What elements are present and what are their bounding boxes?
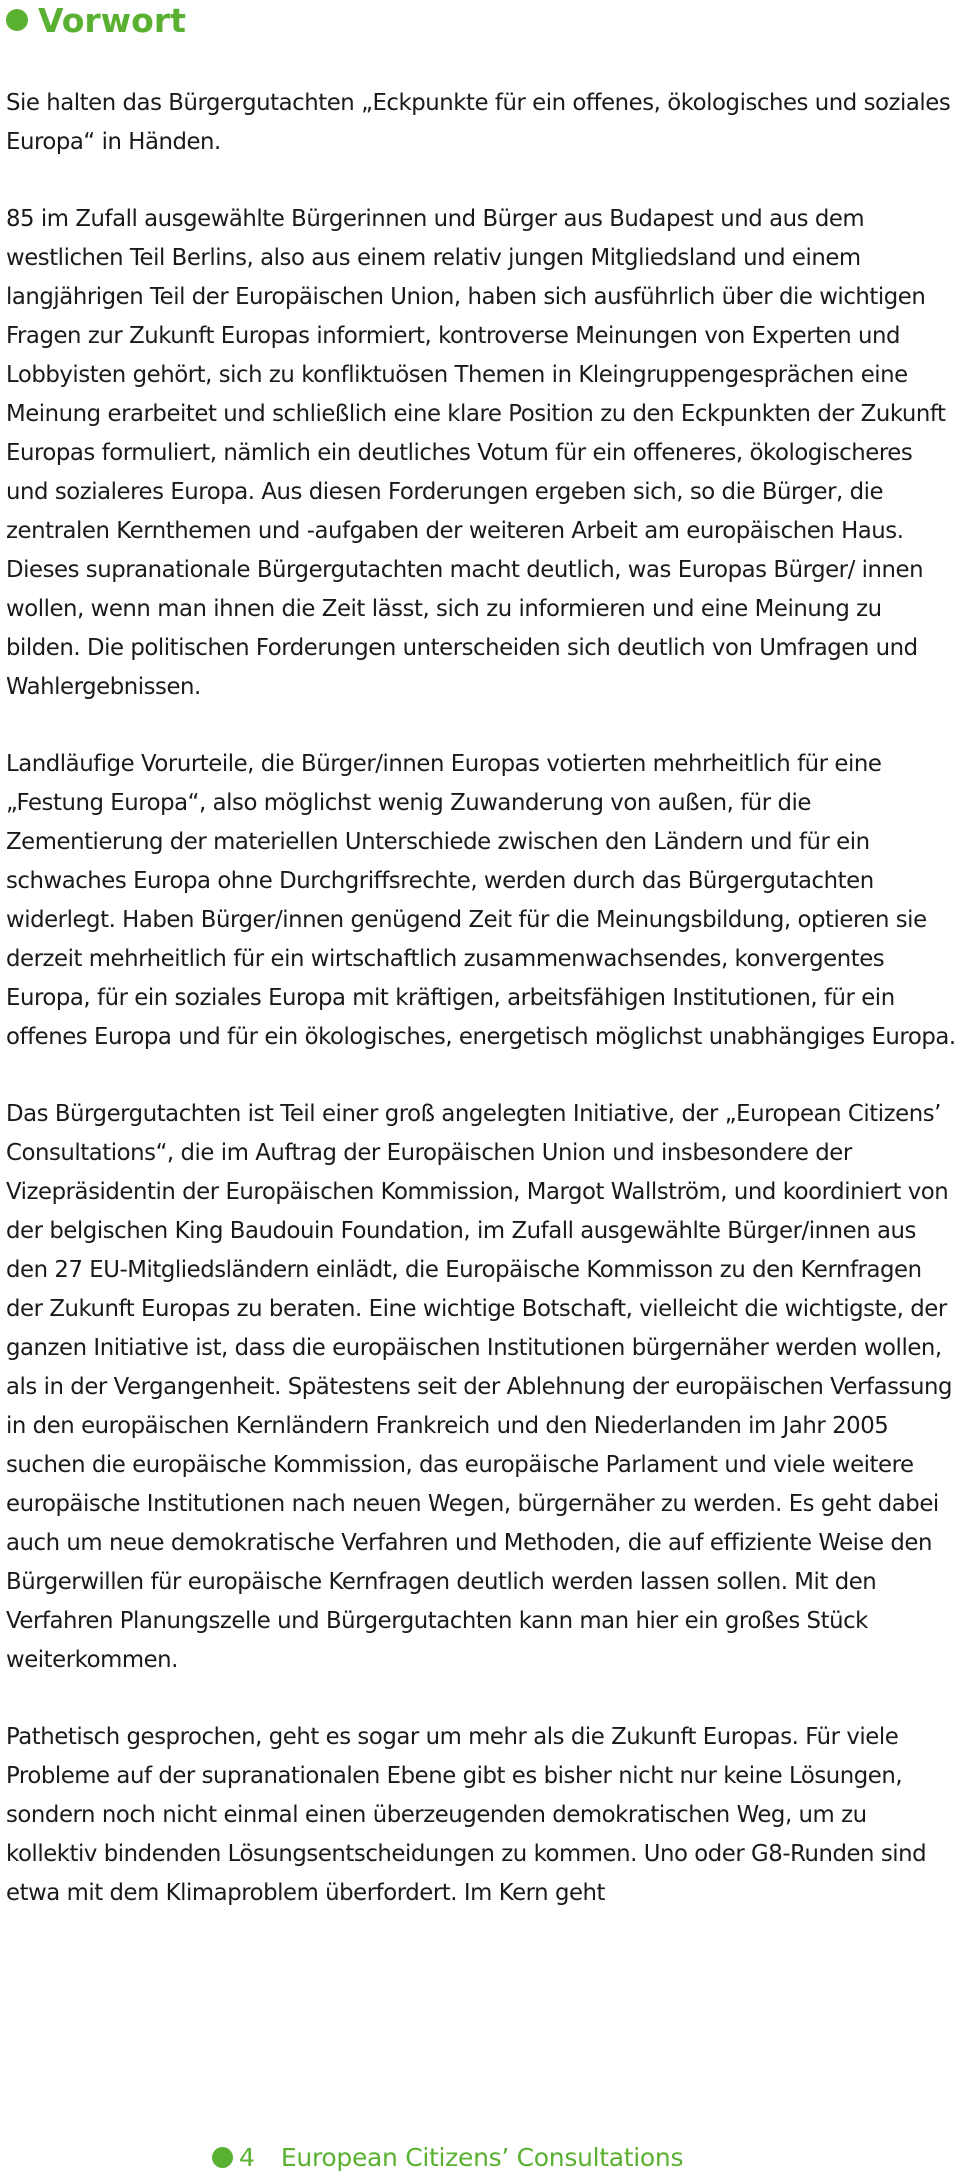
footer-dot-icon	[212, 2147, 233, 2168]
page-title: Vorwort	[38, 0, 186, 40]
paragraph-citizens: 85 im Zufall ausgewählte Bürgerinnen und Bürger aus Budapest und aus dem westlichen Teil Berlins, also aus einem relativ jungen Mitgliedsland und einem langjährigen Teil der Europäischen Union, haben sich ausführlich über die wichtigen Fragen zur Zukunft Europas informiert, kontroverse Meinungen von Experten und Lobbyisten gehört, sich zu konfliktuösen Themen in Kleingruppengesprächen eine Meinung erarbeitet und schließlich eine klare Position zu den Eckpunkten der Zukunft Europas formuliert, nämlich ein deutliches Votum für ein offeneres, ökologischeres und sozialeres Europa. Aus diesen Forderungen ergeben sich, so die Bürger, die zentralen Kernthemen und -aufgaben der weiteren Arbeit am europäischen Haus. Dieses supranationale Bürgergutachten macht deutlich, was Europas Bürger/ innen wollen, wenn man ihnen die Zeit lässt, sich zu informieren und eine Meinung zu bilden. Die politischen Forderungen unterscheiden sich deutlich von Umfragen und Wahlergebnissen.	[6, 206, 946, 700]
paragraph-initiative: Das Bürgergutachten ist Teil einer groß angelegten Initiative, der „European Citizens’ Consultations“, die im Auftrag der Europäischen Union und insbesondere der Vizepräsidentin der Europäischen Kommission, Margot Wallström, und koordiniert von der belgischen King Baudouin Foundation, im Zufall ausgewählte Bürger/innen aus den 27 EU-Mitgliedsländern einlädt, die Europäische Kommisson zu den Kernfragen der Zukunft Europas zu beraten. Eine wichtige Botschaft, vielleicht die wichtigste, der ganzen Initiative ist, dass die europäischen Institutionen bürgernäher werden wollen, als in der Vergangenheit. Spätestens seit der Ablehnung der europäischen Verfassung in den europäischen Kernländern Frankreich und den Niederlanden im Jahr 2005 suchen die europäische Kommission, das europäische Parlament und viele weitere europäische Institutionen nach neuen Wegen, bürgernäher zu werden. Es geht dabei auch um neue demokratische Verfahren und Methoden, die auf effiziente Weise den Bürgerwillen für europäische Kernfragen deutlich werden lassen sollen. Mit den Verfahren Planungszelle und Bürgergutachten kann man hier ein großes Stück weiterkommen.	[6, 1101, 952, 1673]
page-footer	[212, 2140, 683, 2174]
body-text	[6, 84, 958, 1951]
page-number: 4	[239, 2142, 255, 2172]
bullet-dot-icon	[6, 9, 28, 31]
publication-title: European Citizens’ Consultations	[280, 2142, 684, 2172]
paragraph-intro: Sie halten das Bürgergutachten „Eckpunkte für ein offenes, ökologisches und soziales Europa“ in Händen.	[6, 90, 951, 155]
paragraph-prejudices: Landläufige Vorurteile, die Bürger/innen Europas votierten mehrheitlich für eine „Festung Europa“, also möglichst wenig Zuwanderung von außen, für die Zementierung der materiellen Unterschiede zwischen den Ländern und für ein schwaches Europa ohne Durchgriffsrechte, werden durch das Bürgergutachten widerlegt. Haben Bürger/innen genügend Zeit für die Meinungsbildung, optieren sie derzeit mehrheitlich für ein wirtschaftlich zusammenwachsendes, konvergentes Europa, für ein soziales Europa mit kräftigen, arbeitsfähigen Institutionen, für ein offenes Europa und für ein ökologisches, energetisch möglichst unabhängiges Europa.	[6, 751, 956, 1050]
section-heading	[6, 0, 186, 40]
paragraph-pathetic: Pathetisch gesprochen, geht es sogar um mehr als die Zukunft Europas. Für viele Probleme auf der supranationalen Ebene gibt es bisher nicht nur keine Lösungen, sondern noch nicht einmal einen überzeugenden demokratischen Weg, um zu kollektiv bindenden Lösungsentscheidungen zu kommen. Uno oder G8-Runden sind etwa mit dem Klimaproblem überfordert. Im Kern geht	[6, 1724, 927, 1906]
